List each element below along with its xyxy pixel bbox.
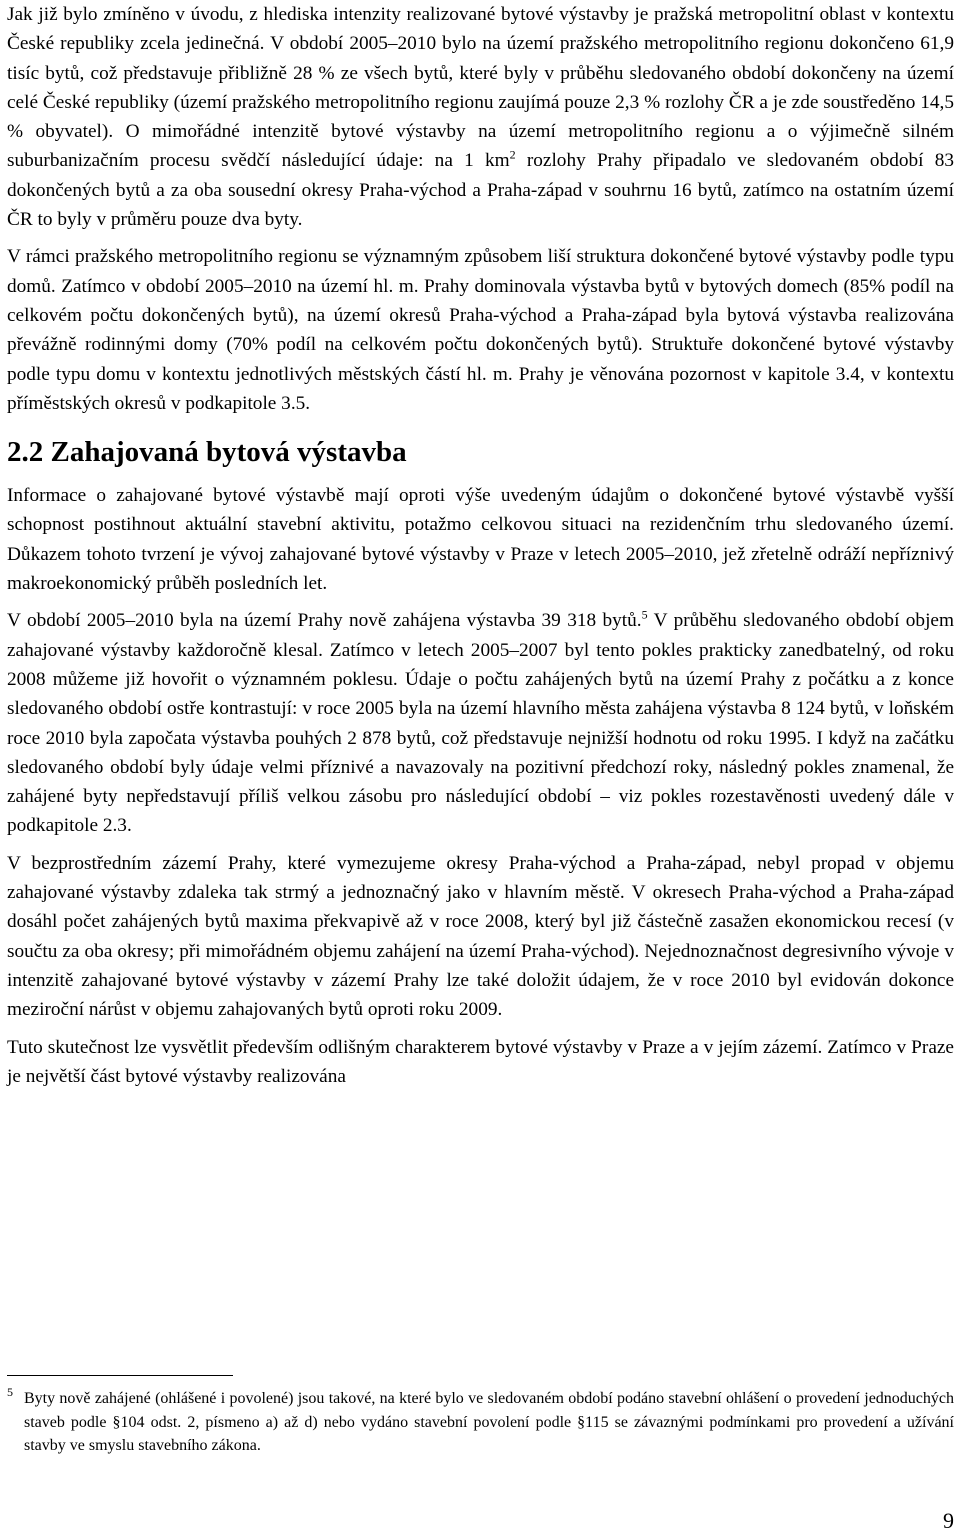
page-body: [7, 0, 954, 1091]
paragraph-informace-zahajovana: Informace o zahajované bytové výstavbě mají oproti výše uvedeným údajům o dokončené bytové výstavbě vyšší schopnost postihnout aktuální stavební aktivitu, potažmo celkovou situaci na rezidenčním trhu sledovaného území. Důkazem tohoto tvrzení je vývoj zahajované bytové výstavby v Praze v letech 2005–2010, jež zřetelně odráží nepříznivý makroekonomický průběh posledních let.: [7, 485, 954, 595]
footnote: [7, 1387, 954, 1458]
paragraph-text: V období 2005–2010 byla na území Prahy nově zahájena výstavba 39 318 bytů.: [7, 610, 642, 632]
paragraph-text: Jak již bylo zmíněno v úvodu, z hlediska intenzity realizované bytové výstavby je pražská metropolitní oblast v kontextu České republiky zcela jedinečná. V období 2005–2010 bylo na území pražského metropolitního regionu dokončeno 61,9 tisíc bytů, což představuje přibližně 28 % ze všech bytů, které byly v průběhu sledovaného období dokončeny na území celé České republiky (území pražského metropolitního regionu zaujímá pouze 2,3 % rozlohy ČR a je zde soustředěno 14,5 % obyvatel). O mimořádné intenzitě bytové výstavby na území metropolitního regionu a o výjimečně silném suburbanizačním procesu svědčí následující údaje: na 1 km: [7, 4, 954, 172]
footnote-text: Byty nově zahájené (ohlášené i povolené) jsou takové, na které bylo ve sledovaném období podáno stavební ohlášení o provedení jednoduchých staveb podle §104 odst. 2, písmeno a) až d) nebo vydáno stavební povolení podle §115 se závaznými podmínkami pro provedení a užívání stavby ve smyslu stavebního zákona.: [24, 1390, 954, 1454]
paragraph-text: V průběhu sledovaného období objem zahajované výstavby každoročně klesal. Zatímco v letech 2005–2007 byl tento pokles prakticky zanedbatelný, od roku 2008 můžeme již hovořit o významném poklesu. Údaje o počtu zahájených bytů na území Prahy z počátku a z konce sledovaného období ostře kontrastují: v roce 2005 byla na území hlavního města zahájena výstavba 8 124 bytů, v loňském roce 2010 byla započata výstavba pouhých 2 878 bytů, což představuje nejnižší hodnotu od roku 1995. I když na začátku sledovaného období byly údaje velmi příznivé a navazovaly na pozitivní předchozí roky, následný pokles znamenal, že zahájené byty nepředstavují příliš velkou zásobu pro následující období – viz pokles rozestavěnosti uvedený dále v podkapitole 2.3.: [7, 610, 954, 837]
footnote-divider: [7, 1375, 233, 1376]
section-heading: 2.2 Zahajovaná bytová výstavba: [7, 436, 407, 469]
paragraph-zazemi-prahy: V bezprostředním zázemí Prahy, které vymezujeme okresy Praha-východ a Praha-západ, nebyl propad v objemu zahajované výstavby zdaleka tak strmý a jednoznačný jako v hlavním městě. V okresech Praha-východ a Praha-západ dosáhl počet zahájených bytů maxima překvapivě až v roce 2008, který byl již částečně zasažen ekonomickou recesí (v součtu za oba okresy; při mimořádném objemu zahájení na území Praha-východ). Nejednoznačnost degresivního vývoje v intenzitě zahajované bytové výstavby v zázemí Prahy lze také doložit údajem, že v roce 2010 byl evidován dokonce meziroční nárůst v objemu zahajovaných bytů oproti roku 2009.: [7, 852, 954, 1021]
paragraph-text: rozlohy Prahy připadalo ve sledovaném období 83 dokončených bytů a za oba sousední okresy Praha-východ a Praha-západ v souhrnu 16 bytů, zatímco na ostatním území ČR to byly v průměru pouze dva byty.: [7, 150, 954, 231]
paragraph-dokoncena-vystavba-intenzita: [7, 0, 954, 234]
footnote-number: 5: [7, 1385, 13, 1399]
footnote-reference[interactable]: 5: [641, 607, 648, 622]
page-number: 9: [943, 1508, 954, 1533]
paragraph-odlisny-charakter: Tuto skutečnost lze vysvětlit především odlišným charakterem bytové výstavby v Praze a v jejím zázemí. Zatímco v Praze je největší část bytové výstavby realizována: [7, 1036, 954, 1087]
paragraph-struktura-typu-domu: V rámci pražského metropolitního regionu se významným způsobem liší struktura dokončené bytové výstavby podle typu domů. Zatímco v období 2005–2010 na území hl. m. Prahy dominovala výstavba bytů v bytových domech (85% podíl na celkovém počtu dokončených bytů), na území okresů Praha-východ a Praha-západ byla bytová výstavba realizována převážně rodinnými domy (70% podíl na celkovém počtu dokončených bytů). Struktuře dokončené bytové výstavby podle typu domu v kontextu jednotlivých městských částí hl. m. Prahy je věnována pozornost v kapitole 3.4, v kontextu příměstských okresů v podkapitole 3.5.: [7, 246, 954, 414]
superscript-2: 2: [509, 148, 516, 163]
paragraph-zahajena-vystavba-praha: [7, 606, 954, 840]
